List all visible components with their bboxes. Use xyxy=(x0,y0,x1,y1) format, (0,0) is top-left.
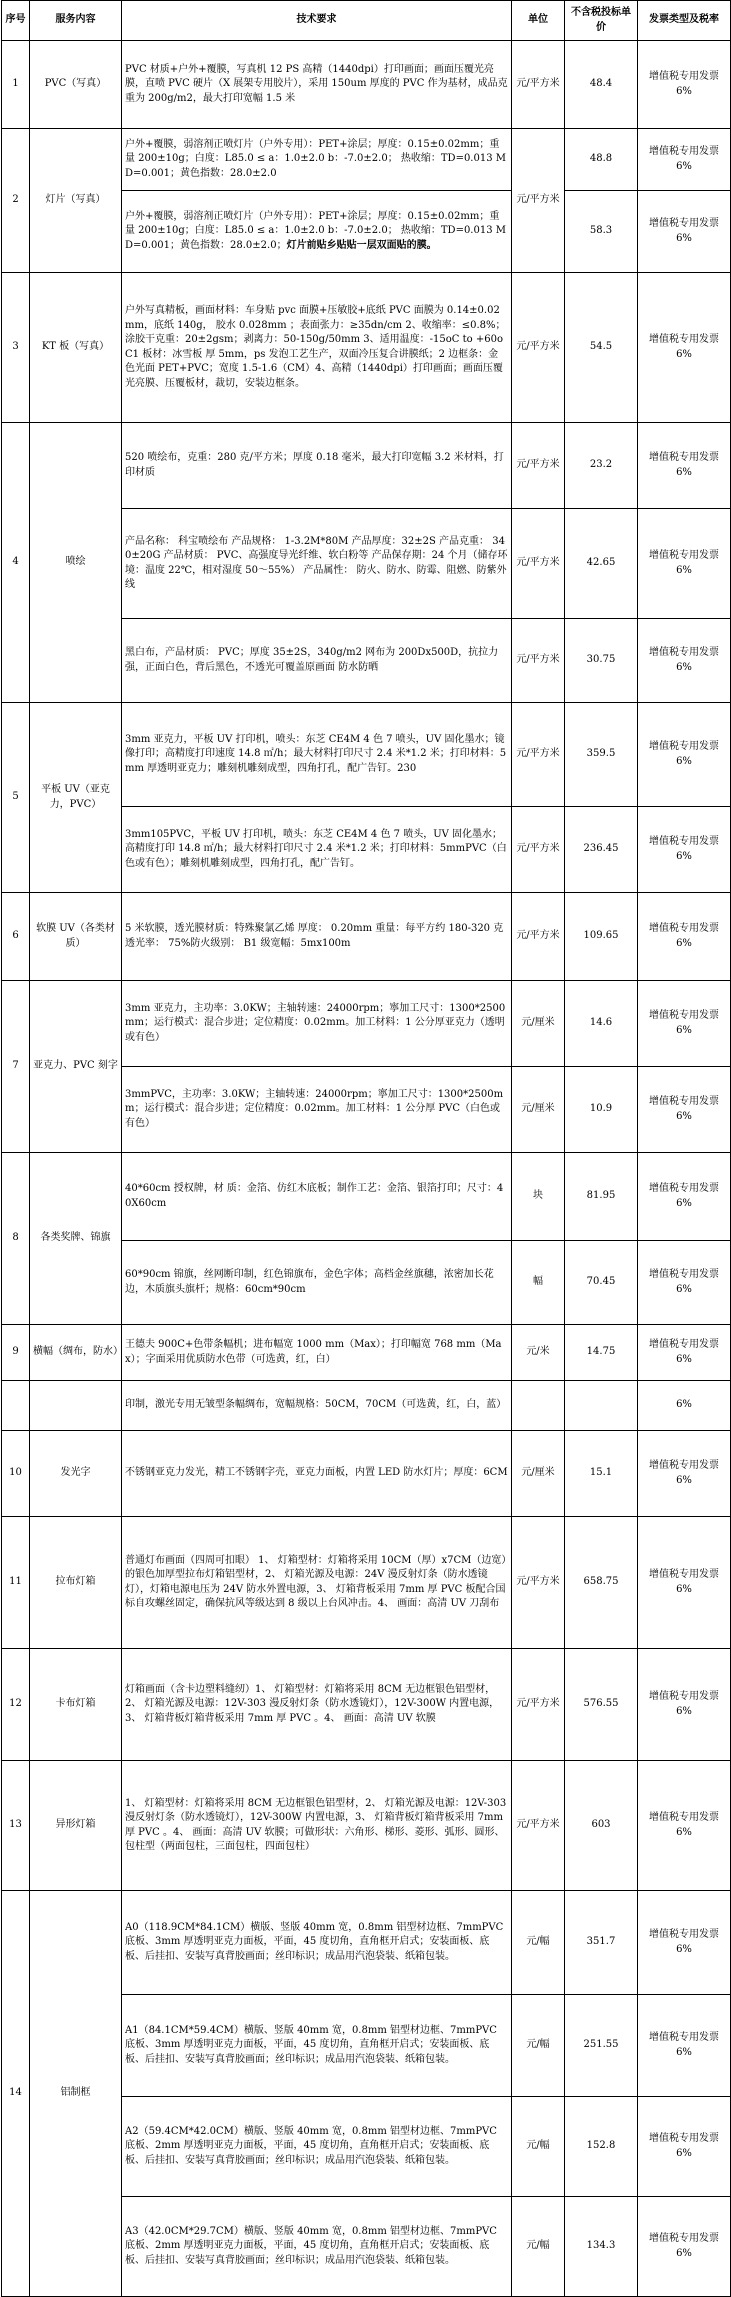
row-unit: 元/厘米 xyxy=(512,981,565,1067)
row-price: 42.65 xyxy=(565,509,638,619)
row-unit: 元/平方米 xyxy=(512,1761,565,1891)
table-row xyxy=(2,1517,731,1649)
row-service: 发光字 xyxy=(30,1431,122,1517)
row-requirement: 户外写真精板，画面材料：车身贴 pvc 面膜+压敏胶+底纸 PVC 面膜为 0.14±0.02mm，底纸 140g， 胶水 0.028mm ；表面张力：≥35dn/cm 2、收缩率：≤0.8%； 涂胶干克重：20±2gsm；剥离力：50-150g/50mm 3、适用温度：-15oC to +60oC1 板材：冰雪板 厚 5mm，ps 发泡工艺生产，双面冷压复合讲膜纸；2 边框条：金色光面 PET+PVC；宽度 1.5-1.6（CM）4、高精（1440dpi）打印画面；画面压覆光亮膜、压覆板材，裁切，安装边框条。 xyxy=(122,273,512,423)
row-tax: 增值税专用发票 6% xyxy=(638,1891,731,1995)
row-tax: 6% xyxy=(638,1381,731,1431)
row-requirement: 普通灯布画面（四周可扣眼） 1、 灯箱型材：灯箱将采用 10CM（厚）x7CM（边宽）的银色加厚型拉布灯箱铝型材，2、 灯箱光源及电源：24V 漫反射灯条（防水透镜灯），灯箱电源电压为 24V 防水外置电源，3、 灯箱背板采用 7mm 厚 PVC 板配合国标自攻螺丝固定，确保抗风等级达到 8 级以上台风冲击。4、 画面：高清 UV 刀刮布 xyxy=(122,1517,512,1649)
row-price: 351.7 xyxy=(565,1891,638,1995)
header-service: 服务内容 xyxy=(30,1,122,41)
row-price: 134.3 xyxy=(565,2197,638,2297)
row-requirement: 产品名称： 科宝喷绘布 产品规格： 1-3.2M*80M 产品厚度：32±2S 产品克重： 340±20G 产品材质： PVC、高强度导光纤维、软白粉等 产品保存期：24 个月（储存环境：温度 22℃，相对湿度 50～55%） 产品属性： 防火、防水、防霉、阻燃、防紫外线 xyxy=(122,509,512,619)
row-unit: 幅 xyxy=(512,1241,565,1325)
row-no: 6 xyxy=(2,893,30,981)
row-price: 48.8 xyxy=(565,129,638,191)
row-requirement: 3mmPVC，主功率：3.0KW；主轴转速：24000rpm；寧加工尺寸：1300*2500mm；运行模式：混合步进；定位精度：0.02mm。加工材料：1 公分厚 PVC（白色或有色） xyxy=(122,1067,512,1153)
row-requirement: A0（118.9CM*84.1CM）横版、竖版 40mm 宽，0.8mm 铝型材边框、7mmPVC 底板、3mm 厚透明亚克力面板，平面，45 度切角，直角框开启式；安装面板、底板、后挂扣、安装写真背胶画面；丝印标识；成品用汽泡袋装、纸箱包装。 xyxy=(122,1891,512,1995)
row-tax: 增值税专用发票 6% xyxy=(638,273,731,423)
row-tax: 增值税专用发票 6% xyxy=(638,807,731,893)
table-row xyxy=(2,1891,731,1995)
row-price: 109.65 xyxy=(565,893,638,981)
row-requirement-text: 户外+覆膜，弱溶剂正喷灯片（户外专用）：PET+涂层；厚度：0.15±0.02mm；重量 200±10g；白度：L85.0 ≤ a：1.0±2.0 b：-7.0±2.0； 热收缩：TD=0.013 MD=0.001；黄色指数：28.0±2.0； xyxy=(125,210,506,251)
row-tax: 增值税专用发票 6% xyxy=(638,1995,731,2097)
row-price: 58.3 xyxy=(565,191,638,273)
row-tax: 增值税专用发票 6% xyxy=(638,703,731,807)
row-no: 7 xyxy=(2,981,30,1153)
row-unit: 元/平方米 xyxy=(512,41,565,129)
row-no: 14 xyxy=(2,1891,30,2297)
row-tax: 增值税专用发票 6% xyxy=(638,2197,731,2297)
row-tax: 增值税专用发票 6% xyxy=(638,1067,731,1153)
row-no: 2 xyxy=(2,129,30,273)
table-row xyxy=(2,1649,731,1761)
table-row xyxy=(2,273,731,423)
row-requirement: 3mm 亚克力，主功率：3.0KW；主轴转速：24000rpm；寧加工尺寸：1300*2500mm；运行模式：混合步进；定位精度：0.02mm。加工材料：1 公分厚亚克力（透明或有色） xyxy=(122,981,512,1067)
header-row xyxy=(2,1,731,41)
price-table xyxy=(1,0,731,2297)
row-no: 9 xyxy=(2,1325,30,1381)
table-row xyxy=(2,1153,731,1241)
row-requirement: 王德夫 900C+色带条幅机；进布幅宽 1000 mm（Max）；打印幅宽 768 mm（Max）；字面采用优质防水色带（可选黄，红，白） xyxy=(122,1325,512,1381)
row-price: 81.95 xyxy=(565,1153,638,1241)
row-requirement xyxy=(122,191,512,273)
row-price: 576.55 xyxy=(565,1649,638,1761)
row-unit: 元/平方米 xyxy=(512,273,565,423)
row-service: 卡布灯箱 xyxy=(30,1649,122,1761)
row-unit: 元/平方米 xyxy=(512,1649,565,1761)
row-unit: 元/平方米 xyxy=(512,1517,565,1649)
row-price xyxy=(565,1381,638,1431)
row-unit: 元/幅 xyxy=(512,2197,565,2297)
row-price: 10.9 xyxy=(565,1067,638,1153)
row-service: KT 板（写真） xyxy=(30,273,122,423)
row-tax: 增值税专用发票 6% xyxy=(638,981,731,1067)
row-unit: 元/米 xyxy=(512,1325,565,1381)
table-row xyxy=(2,1325,731,1381)
row-unit: 元/平方米 xyxy=(512,619,565,703)
row-price: 54.5 xyxy=(565,273,638,423)
row-price: 15.1 xyxy=(565,1431,638,1517)
row-price: 152.8 xyxy=(565,2097,638,2197)
table-row xyxy=(2,981,731,1067)
row-requirement: 40*60cm 授权牌，材 质：金箔、仿红木底板；制作工艺：金箔、银箔打印；尺寸：40X60cm xyxy=(122,1153,512,1241)
row-unit: 元/幅 xyxy=(512,1995,565,2097)
row-unit: 元/平方米 xyxy=(512,423,565,509)
row-price: 14.6 xyxy=(565,981,638,1067)
row-requirement: 不锈钢亚克力发光，精工不锈钢字壳，亚克力面板，内置 LED 防水灯片；厚度：6CM xyxy=(122,1431,512,1517)
table-row xyxy=(2,1431,731,1517)
row-requirement: 3mm 亚克力，平板 UV 打印机，喷头：东芝 CE4M 4 色 7 喷头，UV 固化墨水；镜像打印；高精度打印速度 14.8 ㎡/h；最大材料打印尺寸 2.4 米*1.2 米；打印材料：5mm 厚透明亚克力；雕刻机雕刻成型，四角打孔，配广告钉。230 xyxy=(122,703,512,807)
row-tax: 增值税专用发票 6% xyxy=(638,1325,731,1381)
row-service: 拉布灯箱 xyxy=(30,1517,122,1649)
row-service: 横幅（绸布，防水） xyxy=(30,1325,122,1381)
row-requirement: PVC 材质+户外+覆膜，写真机 12 PS 高精（1440dpi）打印画面；画面压覆光亮膜，直喷 PVC 硬片（X 展架专用胶片），采用 150um 厚度的 PVC 作为基材，成品克重为 200g/m2，最大打印宽幅 1.5 米 xyxy=(122,41,512,129)
row-service: 铝制框 xyxy=(30,1891,122,2297)
row-price: 251.55 xyxy=(565,1995,638,2097)
row-unit: 元/平方米 xyxy=(512,703,565,807)
table-row xyxy=(2,41,731,129)
row-requirement: 3mm105PVC，平板 UV 打印机，喷头：东芝 CE4M 4 色 7 喷头，UV 固化墨水；高精度打印 14.8 ㎡/h；最大材料打印尺寸 2.4 米*1.2 米；打印材料：5mmPVC（白色或有色）；雕刻机雕刻成型，四角打孔，配广告钉。 xyxy=(122,807,512,893)
row-service: 灯片（写真） xyxy=(30,129,122,273)
row-price: 70.45 xyxy=(565,1241,638,1325)
table-row xyxy=(2,129,731,191)
row-unit: 元/平方米 xyxy=(512,509,565,619)
row-tax: 增值税专用发票 6% xyxy=(638,191,731,273)
table-row xyxy=(2,893,731,981)
row-tax: 增值税专用发票 6% xyxy=(638,893,731,981)
row-no: 12 xyxy=(2,1649,30,1761)
header-requirement: 技术要求 xyxy=(122,1,512,41)
row-price: 236.45 xyxy=(565,807,638,893)
row-requirement: A3（42.0CM*29.7CM）横版、竖版 40mm 宽，0.8mm 铝型材边框、7mmPVC 底板、2mm 厚透明亚克力面板，平面，45 度切角，直角框开启式；安装面板、底板、后挂扣、安装写真背胶画面；丝印标识；成品用汽泡袋装、纸箱包装。 xyxy=(122,2197,512,2297)
row-service: 亚克力、PVC 刻字 xyxy=(30,981,122,1153)
row-service xyxy=(30,1381,122,1431)
row-requirement: 5 米软膜，透光膜材质：特殊聚氯乙烯 厚度： 0.20mm 重量：每平方约 180-320 克透光率： 75%防火级别： B1 级宽幅：5mx100m xyxy=(122,893,512,981)
row-unit: 块 xyxy=(512,1153,565,1241)
header-price: 不含税投标单价 xyxy=(565,1,638,41)
row-tax: 增值税专用发票 6% xyxy=(638,1241,731,1325)
row-service: 平板 UV（亚克力，PVC） xyxy=(30,703,122,893)
row-tax: 增值税专用发票 6% xyxy=(638,2097,731,2197)
row-unit xyxy=(512,1381,565,1431)
row-no: 10 xyxy=(2,1431,30,1517)
row-service: 异形灯箱 xyxy=(30,1761,122,1891)
row-requirement: 60*90cm 锦旗，丝网断印制，红色锦旗布，金色字体；高档金丝旗穗，浓密加长花边，木质旗头旗杆；规格：60cm*90cm xyxy=(122,1241,512,1325)
row-price: 48.4 xyxy=(565,41,638,129)
row-requirement: 灯箱画面（含卡边塑料缝纫）1、 灯箱型材：灯箱将采用 8CM 无边框银色铝型材，2、 灯箱光源及电源：12V-303 漫反射灯条（防水透镜灯），12V-300W 内置电源，3、 灯箱背板灯箱背板采用 7mm 厚 PVC 。4、 画面：高清 UV 软膜 xyxy=(122,1649,512,1761)
table-row xyxy=(2,423,731,509)
row-service: 各类奖牌、锦旗 xyxy=(30,1153,122,1325)
row-unit: 元/厘米 xyxy=(512,1431,565,1517)
row-requirement: 1、 灯箱型材：灯箱将采用 8CM 无边框银色铝型材，2、 灯箱光源及电源：12V-303 漫反射灯条（防水透镜灯），12V-300W 内置电源，3、 灯箱背板灯箱背板采用 7mm 厚 PVC 。4、 画面：高清 UV 软膜；可做形状：六角形、梯形、菱形、弧形、圆形、包柱型（两面包柱，三面包柱，四面包柱） xyxy=(122,1761,512,1891)
row-price: 658.75 xyxy=(565,1517,638,1649)
row-price: 359.5 xyxy=(565,703,638,807)
header-unit: 单位 xyxy=(512,1,565,41)
header-tax: 发票类型及税率 xyxy=(638,1,731,41)
row-requirement: 户外+覆膜，弱溶剂正喷灯片（户外专用）：PET+涂层；厚度：0.15±0.02mm；重量 200±10g；白度：L85.0 ≤ a：1.0±2.0 b：-7.0±2.0； 热收缩：TD=0.013 MD=0.001；黄色指数：28.0±2.0 xyxy=(122,129,512,191)
row-service: 软膜 UV（各类材质） xyxy=(30,893,122,981)
row-tax: 增值税专用发票 6% xyxy=(638,1517,731,1649)
row-no: 1 xyxy=(2,41,30,129)
row-requirement: 印制，激光专用无皱型条幅绸布，宽幅规格：50CM，70CM（可选黄，红，白，蓝） xyxy=(122,1381,512,1431)
row-requirement-note: 灯片前贴乡贴贴一层双面贴的膜。 xyxy=(286,239,437,251)
row-price: 603 xyxy=(565,1761,638,1891)
row-no: 3 xyxy=(2,273,30,423)
row-unit: 元/平方米 xyxy=(512,129,565,273)
row-tax: 增值税专用发票 6% xyxy=(638,509,731,619)
row-no: 8 xyxy=(2,1153,30,1325)
row-price: 23.2 xyxy=(565,423,638,509)
row-no: 5 xyxy=(2,703,30,893)
row-unit: 元/幅 xyxy=(512,1891,565,1995)
row-no: 4 xyxy=(2,423,30,703)
row-no: 13 xyxy=(2,1761,30,1891)
row-tax: 增值税专用发票 6% xyxy=(638,1761,731,1891)
table-row xyxy=(2,703,731,807)
row-requirement: 黑白布，产品材质： PVC；厚度 35±2S，340g/m2 网布为 200Dx500D，抗拉力强，正面白色，背后黑色，不透光可覆盖原画面 防水防晒 xyxy=(122,619,512,703)
row-service: 喷绘 xyxy=(30,423,122,703)
row-unit: 元/平方米 xyxy=(512,807,565,893)
row-no: 11 xyxy=(2,1517,30,1649)
row-no xyxy=(2,1381,30,1431)
row-tax: 增值税专用发票 6% xyxy=(638,1153,731,1241)
row-unit: 元/平方米 xyxy=(512,893,565,981)
row-tax: 增值税专用发票 6% xyxy=(638,619,731,703)
row-tax: 增值税专用发票 6% xyxy=(638,41,731,129)
row-tax: 增值税专用发票 6% xyxy=(638,129,731,191)
row-tax: 增值税专用发票 6% xyxy=(638,1431,731,1517)
row-requirement: 520 喷绘布，克重：280 克/平方米；厚度 0.18 毫米，最大打印宽幅 3.2 米材料，打印材质 xyxy=(122,423,512,509)
header-no: 序号 xyxy=(2,1,30,41)
row-requirement: A2（59.4CM*42.0CM）横版、竖版 40mm 宽，0.8mm 铝型材边框、7mmPVC 底板、2mm 厚透明亚克力面板，平面，45 度切角，直角框开启式；安装面板、底板、后挂扣、安装写真背胶画面；丝印标识；成品用汽泡袋装、纸箱包装。 xyxy=(122,2097,512,2197)
row-tax: 增值税专用发票 6% xyxy=(638,423,731,509)
row-unit: 元/幅 xyxy=(512,2097,565,2197)
table-row xyxy=(2,1381,731,1431)
row-price: 14.75 xyxy=(565,1325,638,1381)
row-requirement: A1（84.1CM*59.4CM）横版、竖版 40mm 宽，0.8mm 铝型材边框、7mmPVC 底板、3mm 厚透明亚克力面板，平面，45 度切角，直角框开启式；安装面板、底板、后挂扣、安装写真背胶画面；丝印标识；成品用汽泡袋装、纸箱包装。 xyxy=(122,1995,512,2097)
row-price: 30.75 xyxy=(565,619,638,703)
table-row xyxy=(2,1761,731,1891)
row-tax: 增值税专用发票 6% xyxy=(638,1649,731,1761)
row-service: PVC（写真） xyxy=(30,41,122,129)
row-unit: 元/厘米 xyxy=(512,1067,565,1153)
